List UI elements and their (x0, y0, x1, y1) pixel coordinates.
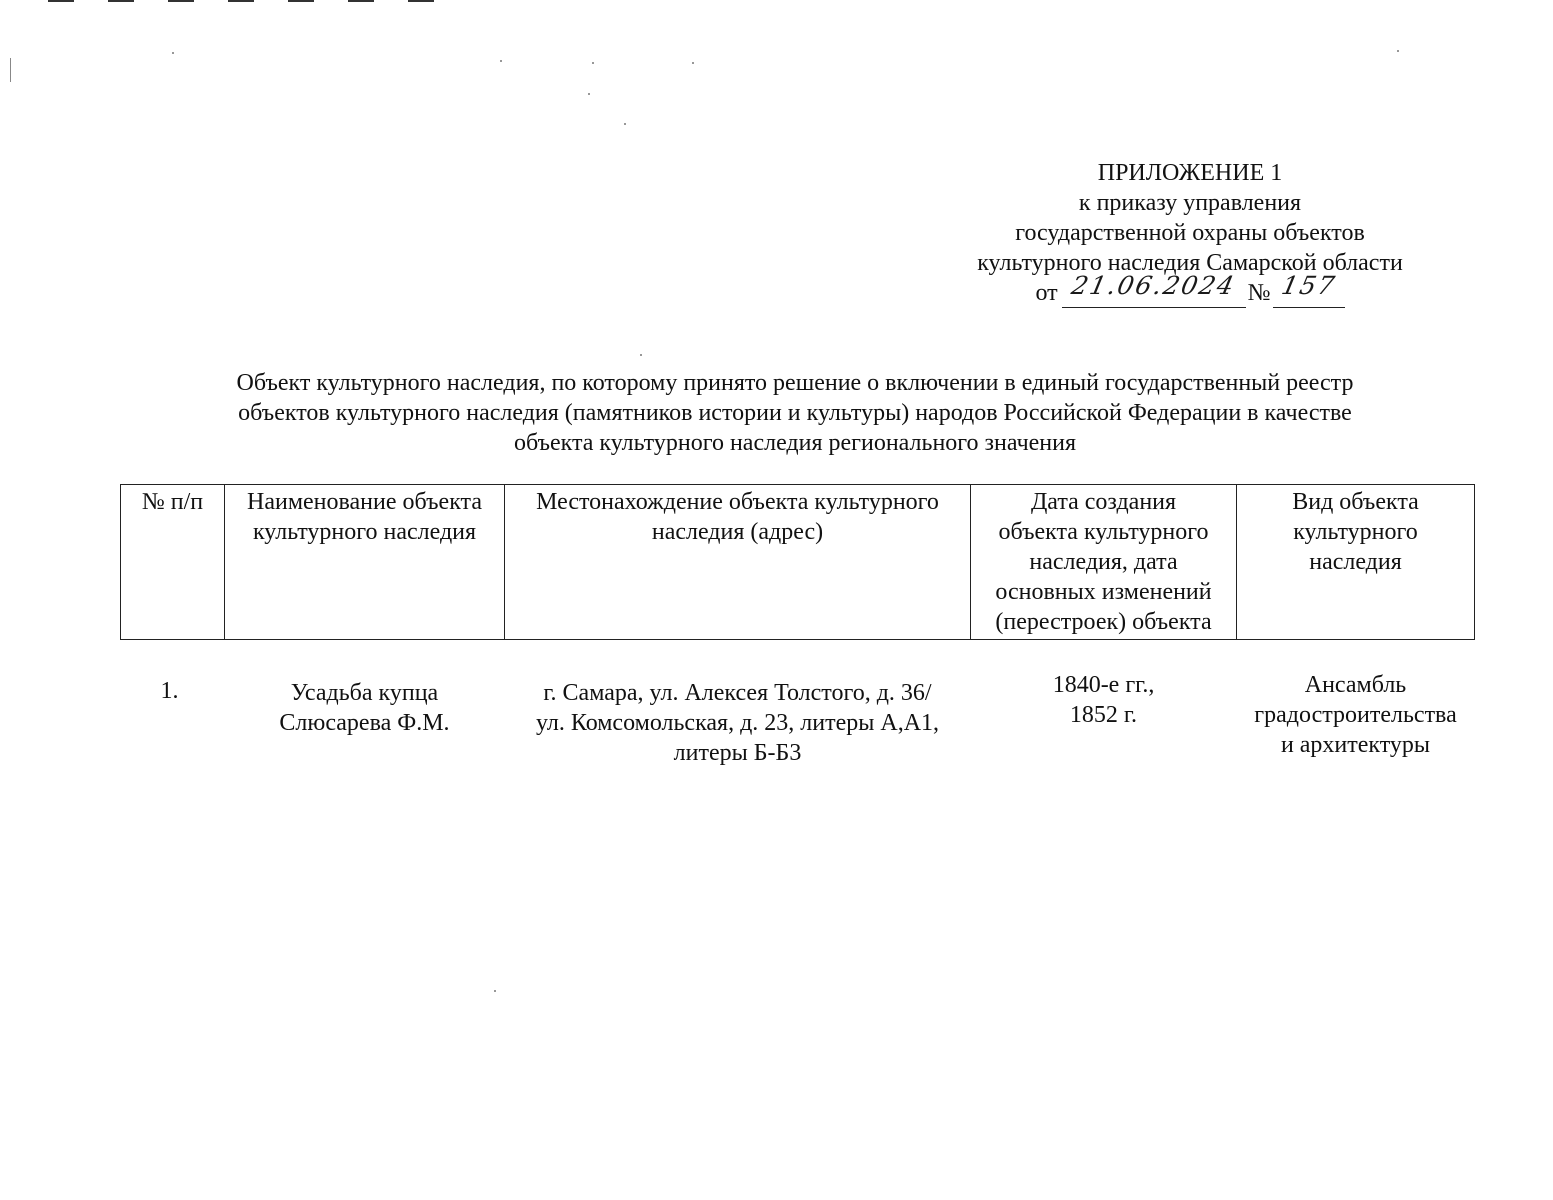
scan-artifact (48, 0, 74, 2)
appendix-title: ПРИЛОЖЕНИЕ 1 (1097, 160, 1283, 186)
scan-artifact (624, 123, 626, 125)
order-date-handwritten: 21.06.2024 (1069, 271, 1239, 300)
appendix-block (950, 158, 1430, 308)
scan-artifact (10, 58, 11, 82)
table-header-row (121, 485, 1475, 640)
cell-text: Ансамбль (1304, 672, 1407, 698)
appendix-line: к приказу управления (1078, 190, 1302, 216)
scan-artifact (592, 62, 594, 64)
header-name (225, 485, 505, 640)
header-text: Дата создания (1030, 489, 1177, 515)
cell-text: 1852 г. (1069, 702, 1138, 728)
cell-text: Усадьба купца (290, 680, 439, 706)
header-text: объекта культурного (998, 519, 1209, 545)
header-text: Местонахождение объекта культурного (536, 489, 939, 515)
header-text: наследия (1309, 549, 1402, 575)
scan-artifact (108, 0, 134, 2)
cell-location (505, 640, 971, 769)
appendix-line: государственной охраны объектов (1015, 220, 1365, 246)
cell-name (225, 640, 505, 769)
cell-type (1237, 640, 1475, 769)
number-sign: № (1247, 280, 1271, 306)
cell-text: г. Самара, ул. Алексея Толстого, д. 36/ (543, 680, 932, 706)
header-text: Наименование объекта (247, 489, 482, 515)
cell-text: градостроительства (1254, 702, 1457, 728)
scan-artifact (494, 990, 496, 992)
order-date-number (1035, 271, 1344, 308)
header-text: культурного наследия (252, 519, 477, 545)
scan-artifact (500, 60, 502, 62)
cell-date (971, 640, 1237, 769)
scan-artifact (1397, 50, 1399, 52)
document-heading (150, 368, 1440, 458)
header-text: № п/п (141, 489, 204, 515)
cell-text: Слюсарева Ф.М. (279, 710, 450, 736)
header-text: (перестроек) объекта (995, 609, 1212, 635)
header-location (505, 485, 971, 640)
cell-number (121, 640, 225, 769)
order-number-field (1273, 271, 1345, 308)
header-number (121, 485, 225, 640)
header-text: основных изменений (995, 579, 1212, 605)
header-text: Вид объекта (1292, 489, 1419, 515)
header-text: наследия (адрес) (651, 519, 824, 545)
cell-text: 1. (160, 678, 179, 704)
scan-artifact (588, 93, 590, 95)
scan-artifact (348, 0, 374, 2)
header-date (971, 485, 1237, 640)
cell-text: литеры Б-Б3 (673, 740, 802, 766)
date-prefix: от (1035, 280, 1058, 306)
order-date-field (1062, 271, 1246, 308)
order-reference (950, 271, 1430, 308)
header-type (1237, 485, 1475, 640)
cell-text: ул. Комсомольская, д. 23, литеры А,А1, (535, 710, 940, 736)
scan-artifact (168, 0, 194, 2)
heading-line: Объект культурного наследия, по которому принято решение о включении в единый государственный реестр (236, 370, 1354, 396)
heading-line: объекта культурного наследия регионального значения (513, 430, 1077, 456)
header-text: культурного (1293, 519, 1418, 545)
header-text: наследия, дата (1029, 549, 1178, 575)
scan-artifact (692, 62, 694, 64)
scan-artifact (408, 0, 434, 2)
heading-line: объектов культурного наследия (памятников истории и культуры) народов Российской Федерации в качестве (238, 400, 1352, 426)
scan-artifact (288, 0, 314, 2)
order-number-handwritten: 157 (1278, 271, 1339, 300)
table-row (121, 640, 1475, 769)
scan-artifact (172, 52, 174, 54)
appendix-line: культурного наследия Самарской области (977, 250, 1403, 276)
cell-text: и архитектуры (1280, 732, 1431, 758)
cell-text: 1840-е гг., (1052, 672, 1155, 698)
scan-artifact (228, 0, 254, 2)
heritage-table (120, 484, 1475, 768)
scan-artifact (640, 354, 642, 356)
